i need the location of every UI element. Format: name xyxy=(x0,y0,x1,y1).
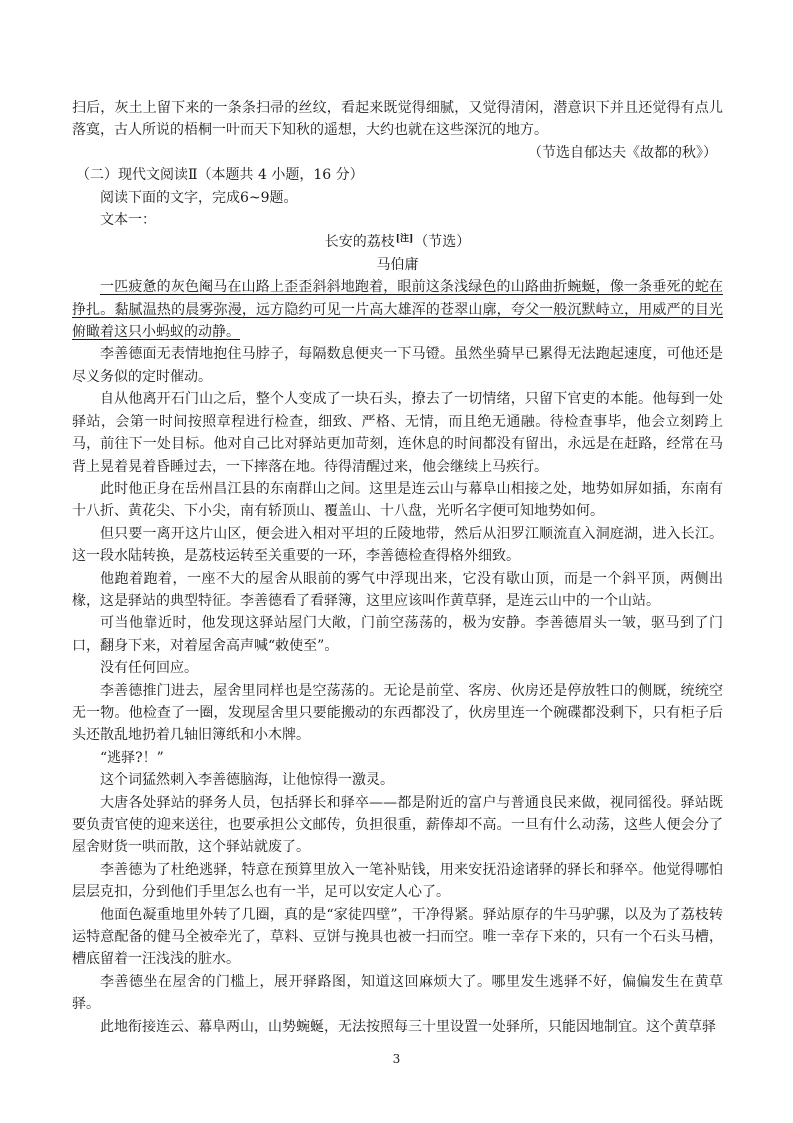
article-title-text: 长安的荔枝 xyxy=(324,234,395,251)
article-paragraph: 这个词猛然刺入李善德脑海，让他惊得一激灵。 xyxy=(100,772,394,789)
article-paragraph xyxy=(72,276,723,343)
article-paragraph: 李善德为了杜绝逃驿，特意在预算里放入一笔补贴钱，用来安抚沿途诸驿的驿长和驿卒。他觉得哪怕层层克扣，分到他们手里怎么也有一半，足可以安定人心了。 xyxy=(72,861,723,901)
article-paragraph: 李善德面无表情地抱住马脖子，每隔数息便夹一下马镫。虽然坐骑早已累得无法跑起速度，可他还是尽义务似的定时催动。 xyxy=(72,346,723,385)
article-paragraph: 没有任何回应。 xyxy=(100,660,198,677)
article-paragraph: 李善德坐在屋舍的门槛上，展开驿路图，知道这回麻烦大了。哪里发生逃驿不好，偏偏发生在黄草驿。 xyxy=(72,973,723,1013)
article-paragraph: 李善德推门进去，屋舍里同样也是空荡荡的。无论是前堂、客房、伙房还是停放牲口的侧厩，统统空无一物。他检查了一圈，发现屋舍里只要能搬动的东西都没了，伙房里连一个碗碟都没剩下，只有柜子后头还散乱地扔着几轴旧簿纸和小木牌。 xyxy=(72,682,723,744)
article-paragraph: 此时他正身在岳州昌江县的东南群山之间。这里是连云山与幕阜山相接之处，地势如屏如插，东南有十八折、黄花尖、下小尖，南有轿顶山、覆盖山、十八盘，光听名字便可知地势如何。 xyxy=(72,480,723,520)
article-title xyxy=(72,231,723,253)
article-paragraph: 可当他靠近时，他发现这驿站屋门大敞，门前空荡荡的，极为安静。李善德眉头一皱，驱马到了门口，翻身下来，对着屋舍高声喊“敕使至”。 xyxy=(72,615,723,654)
underlined-passage: 一匹疲惫的灰色阉马在山路上歪歪斜斜地跑着，眼前这条浅绿色的山路曲折蜿蜒，像一条垂死的蛇在挣扎。黏腻温热的晨雾弥漫，远方隐约可见一片高大雄浑的苍翠山廓，夸父一般沉默峙立，用威严的目光俯瞰着这只小蚂蚁的动静。 xyxy=(72,279,723,341)
article-title-suffix: （节选） xyxy=(414,234,471,251)
page-content xyxy=(72,97,723,1038)
section-heading: （二）现代文阅读Ⅱ（本题共 4 小题，16 分） xyxy=(76,167,364,184)
page-number: 3 xyxy=(392,1052,401,1066)
text-label: 文本一： xyxy=(100,212,156,229)
article-paragraph: “逃驿?！” xyxy=(100,749,164,766)
note-mark: [注] xyxy=(395,233,414,244)
article-author: 马伯庸 xyxy=(376,256,419,273)
article-paragraph: 他跑着跑着，一座不大的屋舍从眼前的雾气中浮现出来，它没有歇山顶，而是一个斜平顶，两侧出椽，这是驿站的典型特征。李善德看了看驿簿，这里应该叫作黄草驿，是连云山中的一个山站。 xyxy=(72,570,723,609)
article-paragraph: 自从他离开石门山之后，整个人变成了一块石头，撩去了一切情绪，只留下官吏的本能。他每到一处驿站，会第一时间按照章程进行检查，细致、严格、无情，而且绝无通融。待检查事毕，他会立刻跨上马，前往下一处目标。他对自己比对驿站更加苛刻，连休息的时间都没有留出，永远是在赶路，经常在马背上晃着晃着昏睡过去，一下摔落在地。待得清醒过来，他会继续上马疾行。 xyxy=(72,391,723,475)
article-paragraph: 此地衔接连云、幕阜两山，山势蜿蜒，无法按照每三十里设置一处驿所，只能因地制宜。这个黄草驿 xyxy=(100,1018,716,1035)
reading-instruction: 阅读下面的文字，完成6~9题。 xyxy=(100,189,298,206)
article-paragraph: 他面色凝重地里外转了几圈，真的是“家徒四壁”，干净得紧。驿站原存的牛马驴骡，以及为了荔枝转运特意配备的健马全被牵光了，草料、豆饼与挽具也被一扫而空。唯一幸存下来的，只有一个石头马槽，槽底留着一汪浅浅的脏水。 xyxy=(72,906,723,968)
continuation-paragraph: 扫后，灰土上留下来的一条条扫帚的丝纹，看起来既觉得细腻，又觉得清闲，潜意识下并且还觉得有点儿落寞，古人所说的梧桐一叶而天下知秋的遥想，大约也就在这些深沉的地方。 xyxy=(72,100,723,139)
article-paragraph: 大唐各处驿站的驿务人员，包括驿长和驿卒——都是附近的富户与普通良民来做，视同徭役。驿站既要负责官使的迎来送往，也要承担公文邮传，负担很重，薪俸却不高。一旦有什么动荡，这些人便会分了屋舍财货一哄而散，这个驿站就废了。 xyxy=(72,794,723,856)
source-citation: （节选自郁达夫《故都的秋》） xyxy=(528,144,717,161)
article-paragraph: 但只要一离开这片山区，便会进入相对平坦的丘陵地带，然后从汨罗江顺流直入洞庭湖，进入长江。这一段水陆转换，是荔枝运转至关重要的一环，李善德检查得格外细致。 xyxy=(72,525,723,565)
